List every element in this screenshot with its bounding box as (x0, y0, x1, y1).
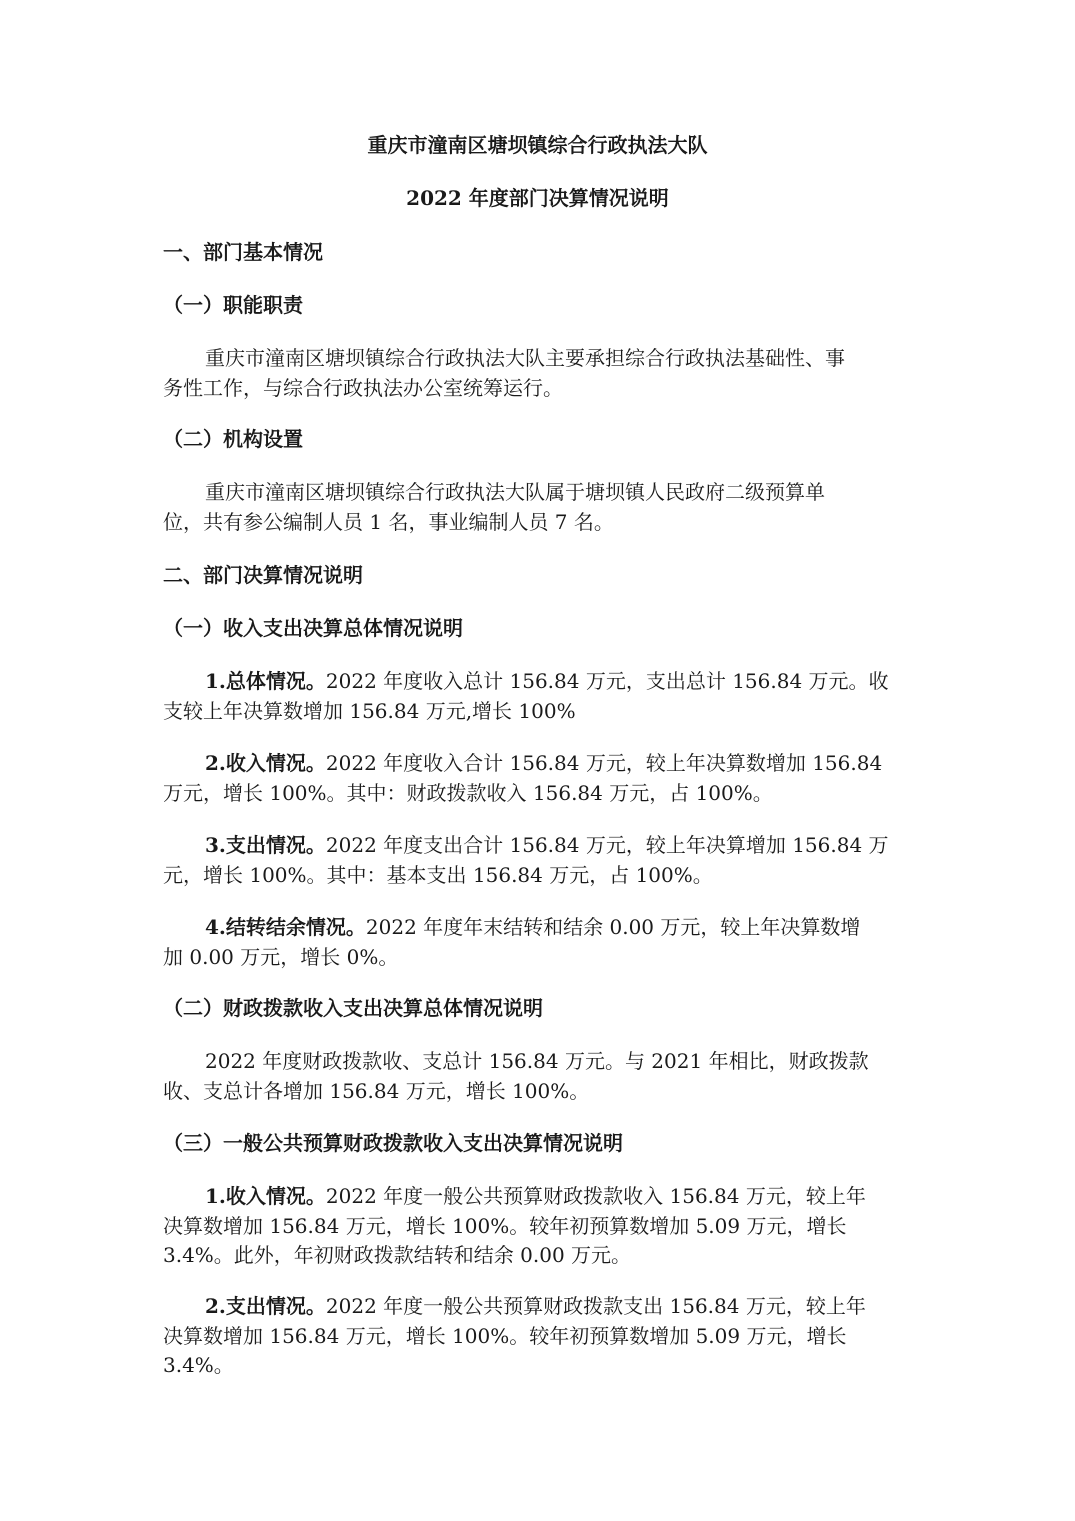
subsection-heading-fiscal-allocation: （二）财政拨款收入支出决算总体情况说明 (163, 996, 543, 1020)
paragraph-text: 2022 年度收入合计 156.84 万元，较上年决算数增加 156.84 (325, 751, 883, 775)
document-subtitle: 2022 年度部门决算情况说明 (406, 186, 669, 210)
paragraph-text: 2022 年度支出合计 156.84 万元，较上年决算增加 156.84 万 (325, 833, 889, 857)
subsection-heading-organization: （二）机构设置 (163, 427, 303, 451)
paragraph-line (205, 667, 889, 695)
paragraph-line (205, 913, 860, 941)
paragraph-line: 加 0.00 万元，增长 0%。 (163, 945, 399, 969)
paragraph-text: 2022 年度一般公共预算财政拨款收入 156.84 万元，较上年 (325, 1184, 866, 1208)
paragraph-line: 决算数增加 156.84 万元，增长 100%。较年初预算数增加 5.09 万元，增长 (163, 1324, 847, 1348)
paragraph-line (205, 831, 889, 859)
paragraph-lead: 3.支出情况。 (205, 833, 326, 857)
paragraph-line: 3.4%。 (163, 1353, 234, 1377)
paragraph-text: 2022 年度一般公共预算财政拨款支出 156.84 万元，较上年 (325, 1294, 866, 1318)
paragraph-text: 2022 年度年末结转和结余 0.00 万元，较上年决算数增 (365, 915, 861, 939)
section-heading-final-accounts: 二、部门决算情况说明 (163, 563, 363, 587)
section-heading-basic-info: 一、部门基本情况 (163, 240, 323, 264)
document-title: 重庆市潼南区塘坝镇综合行政执法大队 (367, 133, 708, 157)
paragraph-line: 位，共有参公编制人员 1 名，事业编制人员 7 名。 (163, 510, 614, 534)
paragraph-line: 重庆市潼南区塘坝镇综合行政执法大队主要承担综合行政执法基础性、事 (205, 346, 845, 370)
paragraph-line: 决算数增加 156.84 万元，增长 100%。较年初预算数增加 5.09 万元，增长 (163, 1214, 847, 1238)
paragraph-line (205, 1292, 866, 1320)
subsection-heading-revenue-expenditure-overview: （一）收入支出决算总体情况说明 (163, 616, 463, 640)
paragraph-line: 3.4%。此外，年初财政拨款结转和结余 0.00 万元。 (163, 1243, 632, 1267)
paragraph-line: 收、支总计各增加 156.84 万元，增长 100%。 (163, 1079, 590, 1103)
paragraph-line: 支较上年决算数增加 156.84 万元,增长 100% (163, 699, 576, 723)
paragraph-line (205, 749, 882, 777)
paragraph-lead: 2.收入情况。 (205, 751, 326, 775)
paragraph-line: 重庆市潼南区塘坝镇综合行政执法大队属于塘坝镇人民政府二级预算单 (205, 480, 825, 504)
paragraph-line (205, 1182, 866, 1210)
paragraph-lead: 1.收入情况。 (205, 1184, 326, 1208)
subsection-heading-functions: （一）职能职责 (163, 293, 303, 317)
paragraph-text: 2022 年度收入总计 156.84 万元，支出总计 156.84 万元。收 (325, 669, 889, 693)
paragraph-lead: 2.支出情况。 (205, 1294, 326, 1318)
paragraph-lead: 1.总体情况。 (205, 669, 326, 693)
paragraph-line: 2022 年度财政拨款收、支总计 156.84 万元。与 2021 年相比，财政拨款 (205, 1049, 869, 1073)
paragraph-line: 务性工作，与综合行政执法办公室统筹运行。 (163, 376, 563, 400)
paragraph-line: 万元，增长 100%。其中：财政拨款收入 156.84 万元，占 100%。 (163, 781, 773, 805)
paragraph-lead: 4.结转结余情况。 (205, 915, 366, 939)
subsection-heading-general-public-budget: （三）一般公共预算财政拨款收入支出决算情况说明 (163, 1131, 623, 1155)
paragraph-line: 元，增长 100%。其中：基本支出 156.84 万元，占 100%。 (163, 863, 713, 887)
